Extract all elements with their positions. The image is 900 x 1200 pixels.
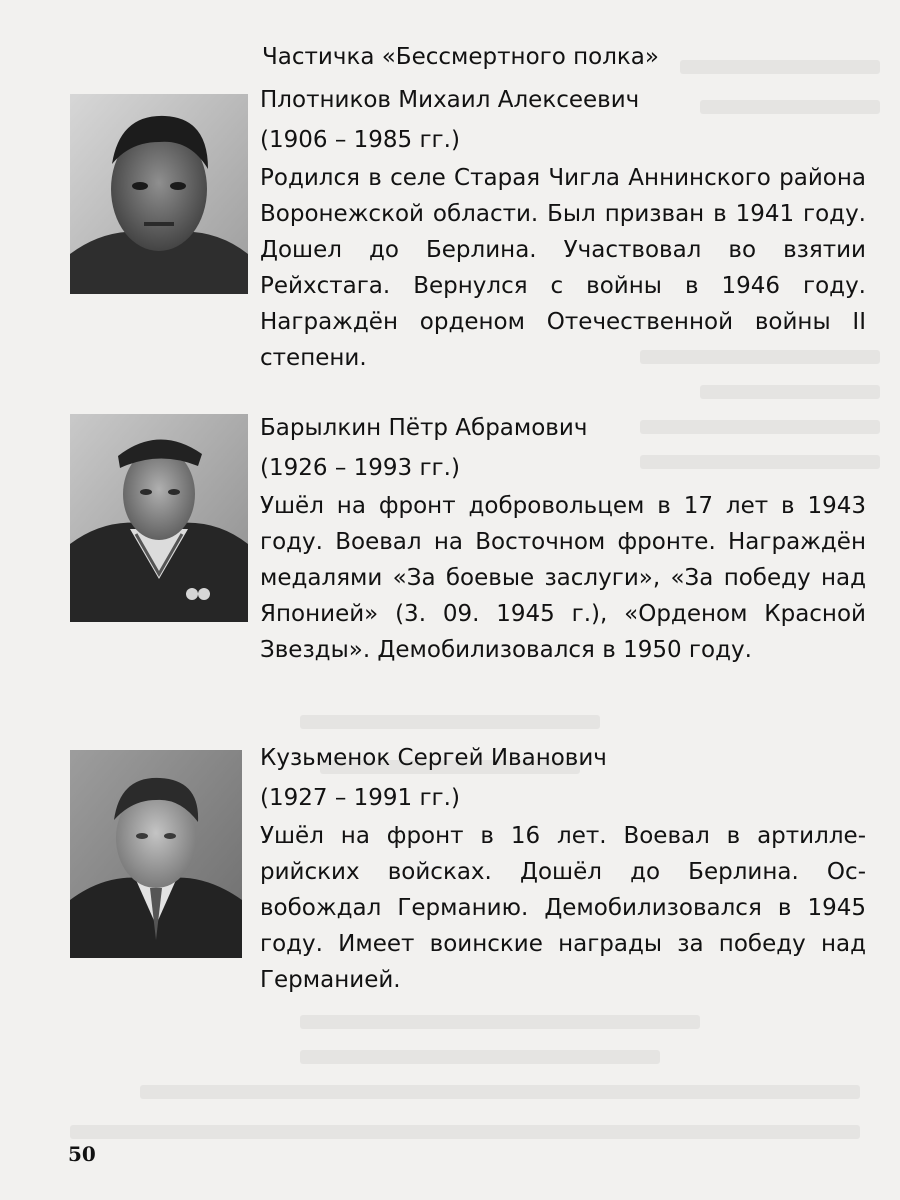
person-name: Кузьменок Сергей Иванович xyxy=(260,745,607,771)
entry-text xyxy=(260,738,866,998)
person-name: Плотников Михаил Алексеевич xyxy=(260,87,640,113)
portrait-photo xyxy=(70,94,248,294)
life-years: (1926 – 1993 гг.) xyxy=(260,455,460,481)
section-title: Частичка «Бессмертного полка» xyxy=(262,44,659,70)
portrait-image xyxy=(70,414,248,622)
life-years: (1927 – 1991 гг.) xyxy=(260,785,460,811)
entry-text xyxy=(260,80,866,376)
person-name: Барылкин Пётр Абрамович xyxy=(260,415,588,441)
portrait-photo xyxy=(70,750,242,958)
biography: Ушёл на фронт в 16 лет. Воевал в артиллерийских войсках. Дошёл до Берлина. Освобождал Германию. Демобилизовался в 1945 году. Имеет воинские награды за победу над Германией. xyxy=(260,823,866,993)
portrait-photo xyxy=(70,414,248,622)
biography: Ушёл на фронт добровольцем в 17 лет в 1943 году. Воевал на Восточном фронте. Награждён медалями «За боевые заслуги», «За победу над Японией» (3. 09. 1945 г.), «Орденом Красной Звезды». Демобилизовался в 1950 году. xyxy=(260,493,866,663)
biography: Родился в селе Старая Чигла Аннинского района Воронежской области. Был призван в 1941 году. Дошел до Берлина. Участвовал во взятии Рейхстага. Вернулся с войны в 1946 году. Награждён орденом Отечественной войны II степени. xyxy=(260,165,866,371)
entry-text xyxy=(260,408,866,668)
life-years: (1906 – 1985 гг.) xyxy=(260,127,460,153)
portrait-image xyxy=(70,750,242,958)
portrait-image xyxy=(70,94,248,294)
page-number: 50 xyxy=(68,1142,96,1166)
